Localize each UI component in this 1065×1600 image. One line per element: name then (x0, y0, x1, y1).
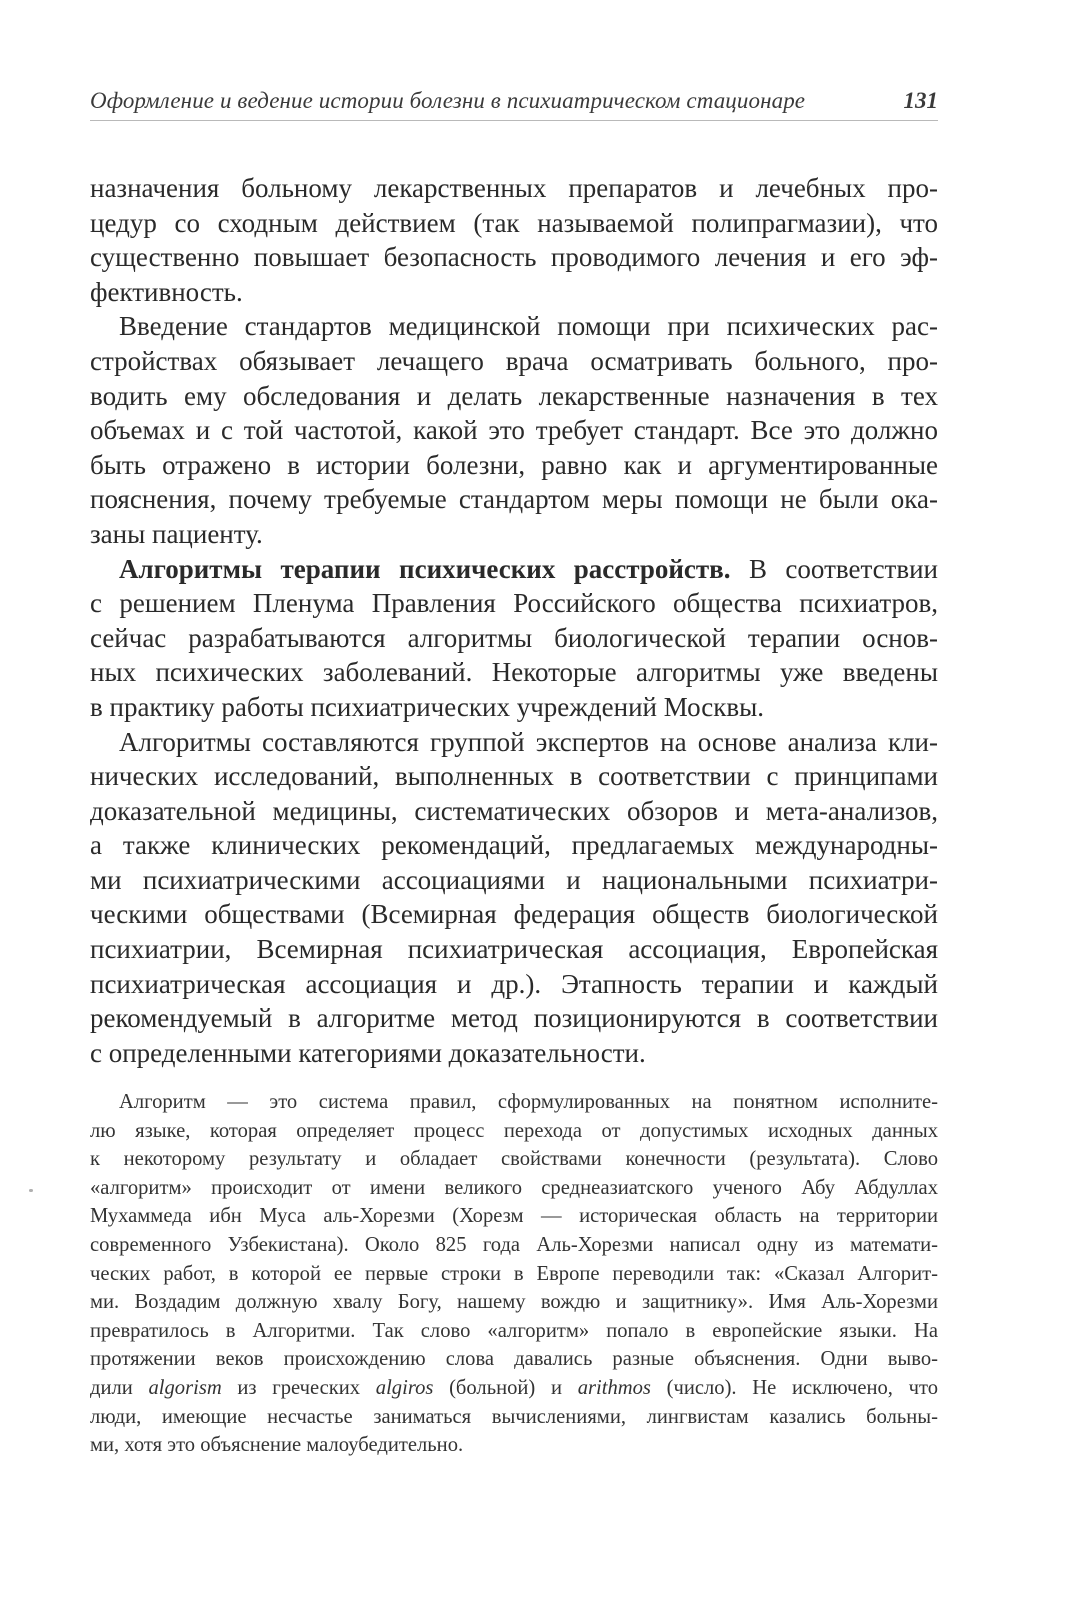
text-line: быть отражено в истории болезни, равно как и аргументированные (90, 449, 938, 480)
section-heading: Алгоритмы терапии психических расстройств. (119, 553, 731, 584)
text-line: психиатрии, Всемирная психиатрическая ассоциация, Европейская (90, 934, 938, 965)
text-line (90, 552, 938, 587)
text-line: стройствах обязывает лечащего врача осматривать больного, про- (90, 345, 938, 376)
paragraph-polypharmacy (90, 171, 938, 309)
foreign-word-algiros: algiros (375, 1376, 434, 1399)
text-line: заны пациенту. (90, 518, 263, 549)
text-line: цедур со сходным действием (так называемой полипрагмазии), что (90, 207, 938, 238)
text-line: в практику работы психиатрических учреждений Москвы. (90, 691, 764, 722)
paragraph-algorithms-experts (90, 725, 938, 1071)
text-line: с определенными категориями доказательности. (90, 1037, 646, 1068)
text-line: Алгоритмы составляются группой экспертов на основе анализа кли- (119, 726, 938, 757)
note-line-etymology (90, 1374, 938, 1403)
note-line: ческих работ, в которой ее первые строки в Европе переводили так: «Сказал Алгорит- (90, 1262, 938, 1285)
note-line: к некоторому результату и обладает свойствами конечности (результата). Слово (90, 1148, 938, 1171)
text-line: пояснения, почему требуемые стандартом меры помощи не были ока- (90, 484, 938, 515)
text-line: рекомендуемый в алгоритме метод позиционируются в соответствии (90, 1003, 938, 1034)
note-line: Алгоритм — это система правил, сформулированных на понятном исполните- (119, 1091, 938, 1113)
paragraph-algorithms-heading (90, 552, 938, 725)
text-line: с решением Пленума Правления Российского общества психиатров, (90, 588, 938, 619)
text-line: фективность. (90, 276, 243, 307)
heading-continuation: В соответствии (730, 553, 938, 584)
note-line: превратилось в Алгоритми. Так слово «алгоритм» попало в европейские языки. На (90, 1319, 938, 1342)
text-line: нических исследований, выполненных в соответствии с принципами (90, 761, 938, 792)
foreign-word-arithmos: arithmos (577, 1376, 651, 1399)
text-line: а также клинических рекомендаций, предлагаемых международны- (90, 830, 938, 861)
text-line: существенно повышает безопасность проводимого лечения и его эф- (90, 242, 938, 273)
text-line: водить ему обследования и делать лекарственные назначения в тех (90, 380, 938, 411)
note-text: дили (90, 1376, 149, 1399)
text-line: Введение стандартов медицинской помощи при психических рас- (119, 311, 938, 342)
note-line: ми, хотя это объяснение малоубедительно. (90, 1434, 464, 1457)
text-line: ческими обществами (Всемирная федерация обществ биологической (90, 899, 938, 930)
note-line: «алгоритм» происходит от имени великого среднеазиатского ученого Абу Абдуллах (90, 1176, 938, 1199)
text-line: сейчас разрабатываются алгоритмы биологической терапии основ- (90, 622, 938, 653)
text-line: объемах и с той частотой, какой это требует стандарт. Все это должно (90, 415, 938, 446)
page-number: 131 (903, 88, 938, 113)
algorithm-note (90, 1088, 938, 1460)
note-line: Мухаммеда ибн Муса аль-Хорезми (Хорезм — историческая область на территории (90, 1205, 938, 1228)
text-line: ных психических заболеваний. Некоторые алгоритмы уже введены (90, 657, 938, 688)
running-header (90, 86, 938, 121)
text-line: назначения больному лекарственных препаратов и лечебных про- (90, 173, 938, 203)
running-title: Оформление и ведение истории болезни в психиатрическом стационаре (90, 88, 806, 113)
foreign-word-algorism: algorism (148, 1376, 222, 1399)
main-text (90, 171, 938, 1070)
note-text: (больной) и (433, 1376, 578, 1399)
note-line: люди, имеющие несчастье заниматься вычислениями, лингвистам казались больны- (90, 1405, 938, 1428)
scan-speck (29, 1189, 33, 1192)
note-line: современного Узбекистана). Около 825 года Аль-Хорезми написал одну из математи- (90, 1233, 938, 1256)
note-line: ми. Воздадим должную хвалу Богу, нашему вождю и защитнику». Имя Аль-Хорезми (90, 1291, 938, 1314)
text-line: психиатрическая ассоциация и др.). Этапность терапии и каждый (90, 968, 938, 999)
text-line: доказательной медицины, систематических обзоров и мета-анализов, (90, 795, 938, 826)
note-line: протяжении веков происхождению слова давались разные объяснения. Одни выво- (90, 1348, 938, 1371)
text-line: ми психиатрическими ассоциациями и национальными психиатри- (90, 864, 938, 895)
note-text: из греческих (221, 1376, 376, 1399)
note-text: (число). Не исключено, что (650, 1376, 938, 1399)
paragraph-standards (90, 309, 938, 551)
note-line: лю языке, которая определяет процесс перехода от допустимых исходных данных (90, 1119, 938, 1142)
